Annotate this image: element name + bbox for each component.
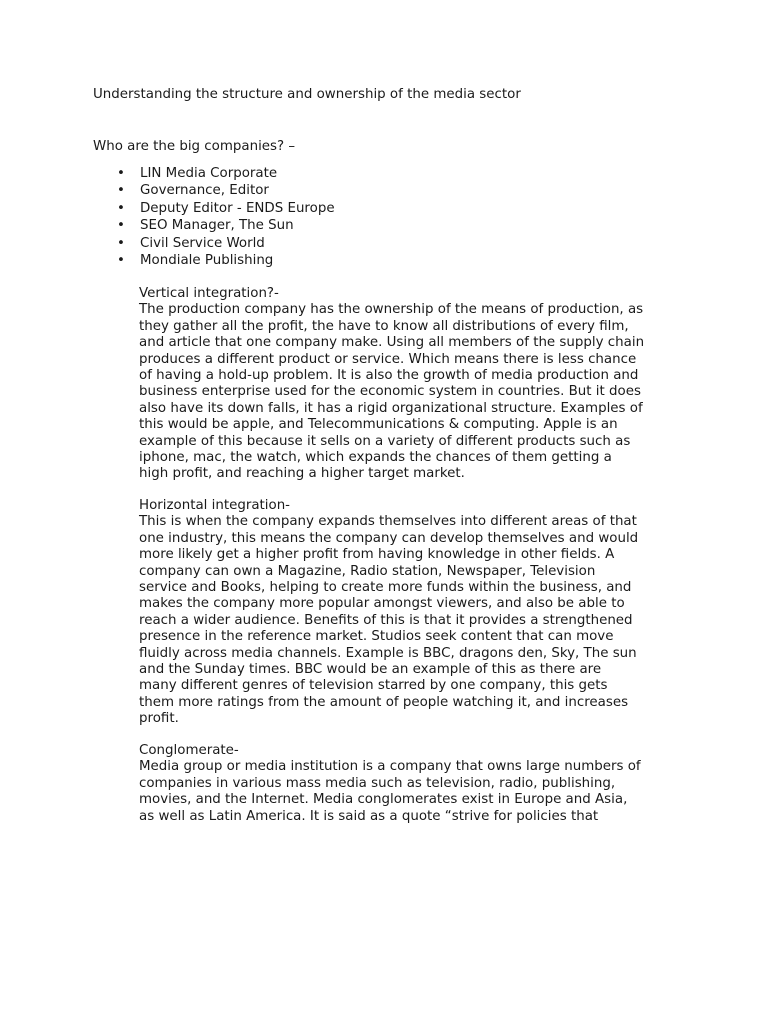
bullet-icon: • <box>117 183 125 199</box>
bullet-icon: • <box>117 218 125 234</box>
section-conglomerate <box>139 743 679 825</box>
list-item <box>93 201 335 218</box>
question-line: Who are the big companies? – <box>93 139 296 154</box>
list-item <box>93 166 335 183</box>
list-item <box>93 183 335 200</box>
company-list <box>93 166 335 270</box>
list-item-label: Governance, Editor <box>140 183 269 199</box>
section-body: Media group or media institution is a company that owns large numbers of companies in various mass media such as television, radio, publishing, movies, and the Internet. Media conglomerates exist in Europe and Asia, as well as Latin America. It is said as a quote “strive for policies that <box>139 759 641 824</box>
section-heading: Vertical integration?- <box>139 286 279 301</box>
list-item-label: LIN Media Corporate <box>140 166 278 181</box>
bullet-icon: • <box>117 235 125 251</box>
list-item-label: Civil Service World <box>140 235 265 251</box>
bullet-icon: • <box>117 166 125 181</box>
section-heading: Conglomerate- <box>139 743 239 758</box>
list-item-label: Mondiale Publishing <box>140 252 274 268</box>
list-item-label: SEO Manager, The Sun <box>140 218 294 234</box>
list-item <box>93 218 335 235</box>
section-body: The production company has the ownership of the means of production, as they gather all the profit, the have to know all distributions of every film, and article that one company make. Using all members of the supply chain produces a different product or service. Which means there is less chance of having a hold-up problem. It is also the growth of media production and business enterprise used for the economic system in countries. But it does also have its down falls, it has a rigid organizational structure. Examples of this would be apple, and Telecommunications & computing. Apple is an example of this because it sells on a variety of different products such as iphone, mac, the watch, which expands the chances of them getting a high profit, and reaching a higher target market. <box>139 302 645 482</box>
list-item-label: Deputy Editor - ENDS Europe <box>140 200 335 216</box>
section-vertical-integration <box>139 286 679 483</box>
section-heading: Horizontal integration- <box>139 498 291 513</box>
document-title: Understanding the structure and ownership of the media sector <box>93 87 521 102</box>
bullet-icon: • <box>117 252 125 268</box>
section-body: This is when the company expands themselves into different areas of that one industry, this means the company can develop themselves and would more likely get a higher profit from having knowledge in other fields. A company can own a Magazine, Radio station, Newspaper, Television service and Books, helping to create more funds within the business, and makes the company more popular amongst viewers, and also be able to reach a wider audience. Benefits of this is that it provides a strengthened presence in the reference market. Studios seek content that can move fluidly across media channels. Example is BBC, dragons den, Sky, The sun and the Sunday times. BBC would be an example of this as there are many different genres of television starred by one company, this gets them more ratings from the amount of people watching it, and increases profit. <box>139 514 639 727</box>
section-horizontal-integration <box>139 498 679 728</box>
bullet-icon: • <box>117 200 125 216</box>
list-item <box>93 236 335 253</box>
list-item <box>93 253 335 270</box>
